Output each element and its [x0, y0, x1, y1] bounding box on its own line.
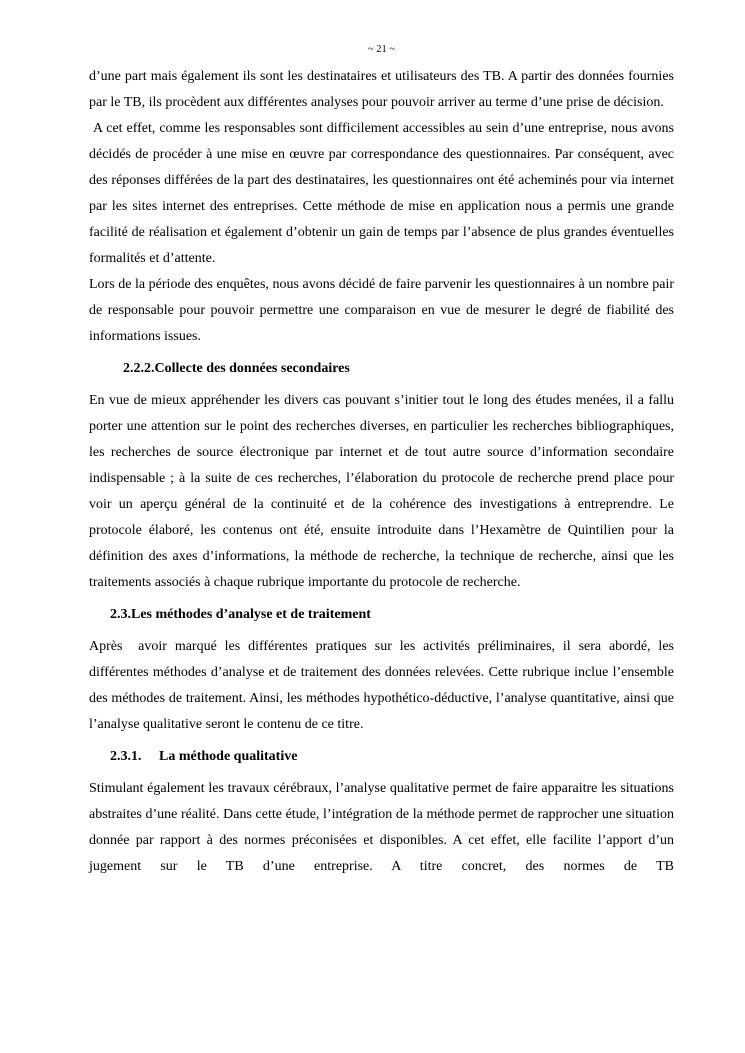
section-title: Collecte des données secondaires — [154, 361, 350, 376]
section-title: Les méthodes d’analyse et de traitement — [131, 607, 371, 622]
section-number: 2.3.1. — [110, 749, 142, 764]
section-heading-2-2-2 — [89, 356, 674, 382]
paragraph-section-2-2-2: En vue de mieux appréhender les divers cas pouvant s’initier tout le long des études menées, il a fallu porter une attention sur le point des recherches diverses, en particulier les recherches bibliographiques, les recherches de source électronique par internet et de tout autre source d’information secondaire indispensable ; à la suite de ces recherches, l’élaboration du protocole de recherche prend place pour voir un aperçu général de la continuité et de la cohérence des investigations à entreprendre. Le protocole élaboré, les contenus ont été, ensuite introduite dans l’Hexamètre de Quintilien pour la définition des axes d’informations, la méthode de recherche, la technique de recherche, ainsi que les traitements associés à chaque rubrique importante du protocole de recherche. — [89, 393, 674, 590]
paragraph-intro-1: d’une part mais également ils sont les destinataires et utilisateurs des TB. A partir des données fournies par le TB, ils procèdent aux différentes analyses pour pouvoir arriver au terme d’une prise de décision. — [89, 69, 674, 110]
section-title: La méthode qualitative — [159, 749, 298, 764]
paragraph-intro-3: Lors de la période des enquêtes, nous avons décidé de faire parvenir les questionnaires à un nombre pair de responsable pour pouvoir permettre une comparaison en vue de mesurer le degré de fiabilité des informations issues. — [89, 277, 674, 344]
section-heading-2-3 — [89, 602, 674, 628]
section-number: 2.3. — [110, 607, 131, 622]
paragraph-intro-2: A cet effet, comme les responsables sont difficilement accessibles au sein d’une entreprise, nous avons décidés de procéder à une mise en œuvre par correspondance des questionnaires. Par conséquent, avec des réponses différées de la part des destinataires, les questionnaires ont été acheminés pour via internet par les sites internet des entreprises. Cette méthode de mise en application nous a permis une grande facilité de réalisation et également d’obtenir un gain de temps par l’absence de plus grandes éventuelles formalités et d’attente. — [89, 121, 678, 266]
section-heading-2-3-1 — [89, 744, 674, 770]
section-number: 2.2.2. — [123, 361, 155, 376]
paragraph-section-2-3-1: Stimulant également les travaux cérébraux, l’analyse qualitative permet de faire apparaitre les situations abstraites d’une réalité. Dans cette étude, l’intégration de la méthode permet de rapprocher une situation donnée par rapport à des normes préconisées et disponibles. A cet effet, elle facilite l’apport d’un jugement sur le TB d’une entreprise. A titre concret, des normes de TB — [89, 781, 674, 874]
paragraph-section-2-3: Après avoir marqué les différentes pratiques sur les activités préliminaires, il sera abordé, les différentes méthodes d’analyse et de traitement des données relevées. Cette rubrique inclue l’ensemble des méthodes de traitement. Ainsi, les méthodes hypothético-déductive, l’analyse quantitative, ainsi que l’analyse qualitative seront le contenu de ce titre. — [89, 639, 678, 732]
page-number: ~ 21 ~ — [367, 44, 396, 55]
